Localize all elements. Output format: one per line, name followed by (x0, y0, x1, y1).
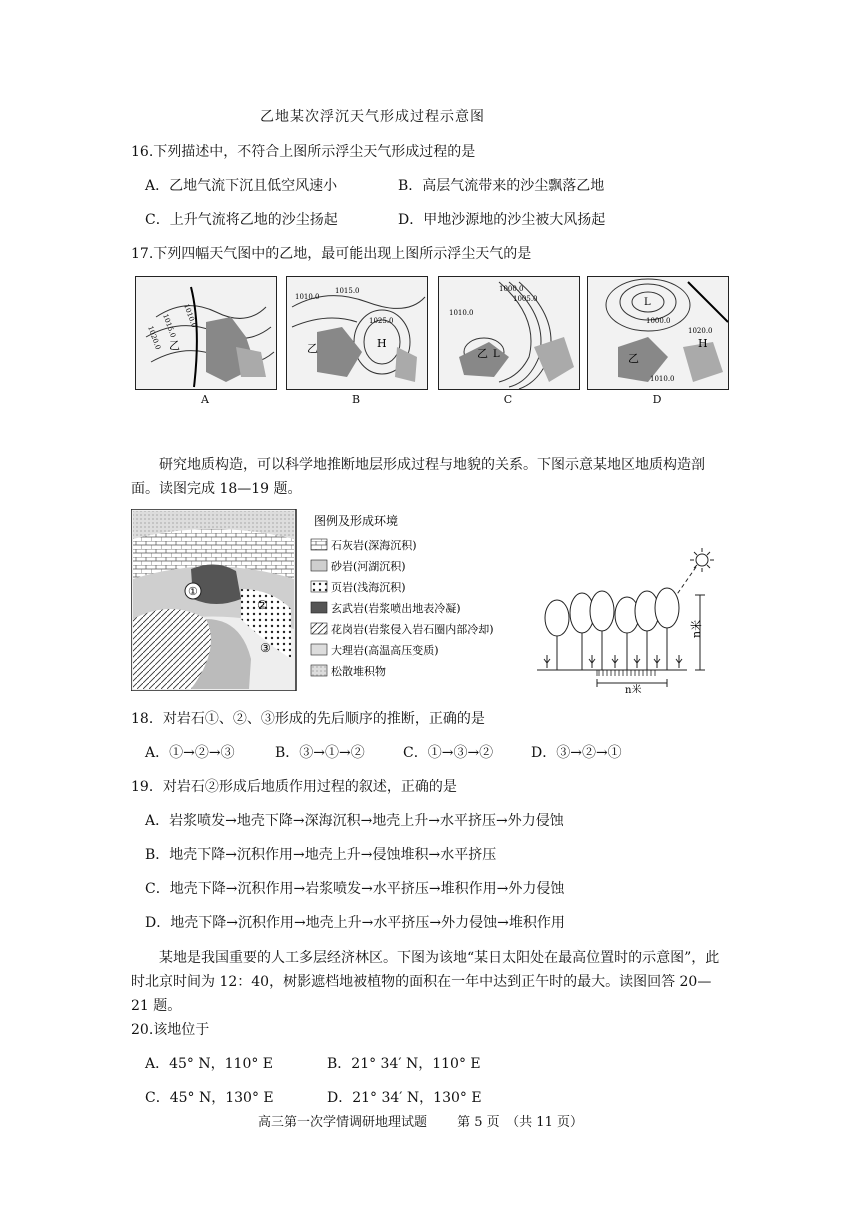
map-d-mark-l: L (644, 297, 651, 308)
q20-option-a: A．45° N，110° E (145, 1056, 274, 1072)
map-d-label: D (652, 393, 662, 406)
question-20-stem: 20.该地位于 (131, 1022, 210, 1038)
map-a-label: A (201, 393, 209, 406)
legend-item-shale: 页岩(浅海沉积) (331, 581, 406, 594)
weather-map-a (135, 276, 277, 390)
q18-option-b: B．③→①→② (275, 745, 365, 761)
map-d-isobar-2: 1010.0 (650, 375, 675, 383)
legend-item-marble: 大理岩(高温高压变质) (331, 644, 439, 657)
q18-option-a: A．①→②→③ (145, 745, 235, 761)
q16-option-b: B．高层气流带来的沙尘飘落乙地 (398, 178, 605, 194)
map-b-isobar-2: 1015.0 (335, 287, 360, 295)
q16-option-c: C．上升气流将乙地的沙尘扬起 (145, 212, 338, 228)
q19-option-c: C．地壳下降→沉积作用→岩浆喷发→水平挤压→堆积作用→外力侵蚀 (145, 881, 565, 897)
q19-option-a: A．岩浆喷发→地壳下降→深海沉积→地壳上升→水平挤压→外力侵蚀 (145, 813, 564, 829)
legend-item-loose-deposits: 松散堆积物 (331, 665, 386, 678)
map-b-mark-yi: 乙 (307, 342, 318, 355)
page-footer: 高三第一次学情调研地理试题 第 5 页 （共 11 页） (258, 1115, 583, 1130)
map-d-isobar-1: 1000.0 (646, 317, 671, 325)
intro-20-21: 某地是我国重要的人工多层经济林区。下图为该地“某日太阳处在最高位置时的示意图”，此时北京时间为 12：40，树影遮档地被植物的面积在一年中达到正午时的最大。读图回答 20—21 题。 (131, 950, 720, 1014)
sun-icon (690, 548, 714, 572)
map-c-mark-yi: 乙 (477, 347, 488, 360)
map-a-mark-yi: 乙 (169, 339, 180, 352)
q18-option-c: C．①→③→② (403, 745, 494, 761)
map-d-isobar-3: 1020.0 (688, 327, 713, 335)
map-c-isobar-3: 1010.0 (449, 309, 474, 317)
map-b-label: B (351, 393, 361, 406)
tree-shadow-figure (537, 543, 737, 693)
map-b-isobar-1: 1010.0 (295, 293, 320, 301)
map-d-mark-h: H (698, 337, 708, 350)
map-c-isobar-1: 1000.0 (499, 285, 524, 293)
map-b-mark-h: H (377, 337, 387, 350)
weather-map-c (438, 276, 580, 390)
map-c-isobar-2: 1005.0 (513, 295, 538, 303)
vertical-dimension-label: n米 (690, 619, 703, 638)
q18-option-d: D．③→②→① (531, 745, 622, 761)
rock-label-2: ② (257, 598, 268, 612)
q16-option-d: D．甲地沙源地的沙尘被大风扬起 (398, 212, 606, 228)
map-b-isobar-3: 1025.0 (369, 317, 394, 325)
question-18-stem: 18．对岩石①、②、③形成的先后顺序的推断，正确的是 (131, 711, 485, 727)
q19-option-b: B．地壳下降→沉积作用→地壳上升→侵蚀堆积→水平挤压 (145, 847, 497, 863)
rock-label-1: ① (188, 585, 198, 598)
weather-maps (135, 276, 725, 406)
map-a-isobar-2: 1015.0 (161, 312, 178, 339)
q20-option-d: D．21° 34′ N，130° E (327, 1090, 482, 1106)
map-a-isobar-3: 1020.0 (146, 324, 163, 351)
q19-option-d: D．地壳下降→沉积作用→地壳上升→水平挤压→外力侵蚀→堆积作用 (145, 915, 565, 931)
figure-caption: 乙地某次浮沉天气形成过程示意图 (260, 109, 485, 125)
map-c-label: C (503, 393, 513, 406)
rock-label-3: ③ (260, 641, 271, 655)
legend-item-limestone: 石灰岩(深海沉积) (331, 539, 417, 552)
q20-option-b: B．21° 34′ N，110° E (327, 1056, 481, 1072)
geology-figure (131, 509, 518, 691)
q20-option-c: C．45° N，130° E (145, 1090, 274, 1106)
question-17-stem: 17.下列四幅天气图中的乙地，最可能出现上图所示浮尘天气的是 (131, 246, 532, 262)
question-16-stem: 16.下列描述中，不符合上图所示浮尘天气形成过程的是 (131, 144, 476, 160)
horizontal-dimension-label: n米 (625, 685, 642, 693)
legend-item-sandstone: 砂岩(河湖沉积) (331, 560, 406, 573)
map-c-mark-l: L (493, 349, 500, 360)
weather-map-d (587, 276, 729, 390)
legend-title: 图例及形成环境 (314, 514, 399, 528)
question-19-stem: 19．对岩石②形成后地质作用过程的叙述，正确的是 (131, 779, 457, 795)
map-a-isobar-1: 1010.0 (182, 302, 199, 329)
map-d-mark-yi: 乙 (628, 352, 639, 365)
legend-item-basalt: 玄武岩(岩浆喷出地表冷凝) (331, 602, 461, 615)
legend-item-granite: 花岗岩(岩浆侵入岩石圈内部冷却) (331, 623, 494, 636)
q16-option-a: A．乙地气流下沉且低空风速小 (145, 178, 338, 194)
weather-map-b (286, 276, 428, 390)
intro-18-19: 研究地质构造，可以科学地推断地层形成过程与地貌的关系。下图示意某地区地质构造剖面。读图完成 18—19 题。 (131, 457, 705, 497)
